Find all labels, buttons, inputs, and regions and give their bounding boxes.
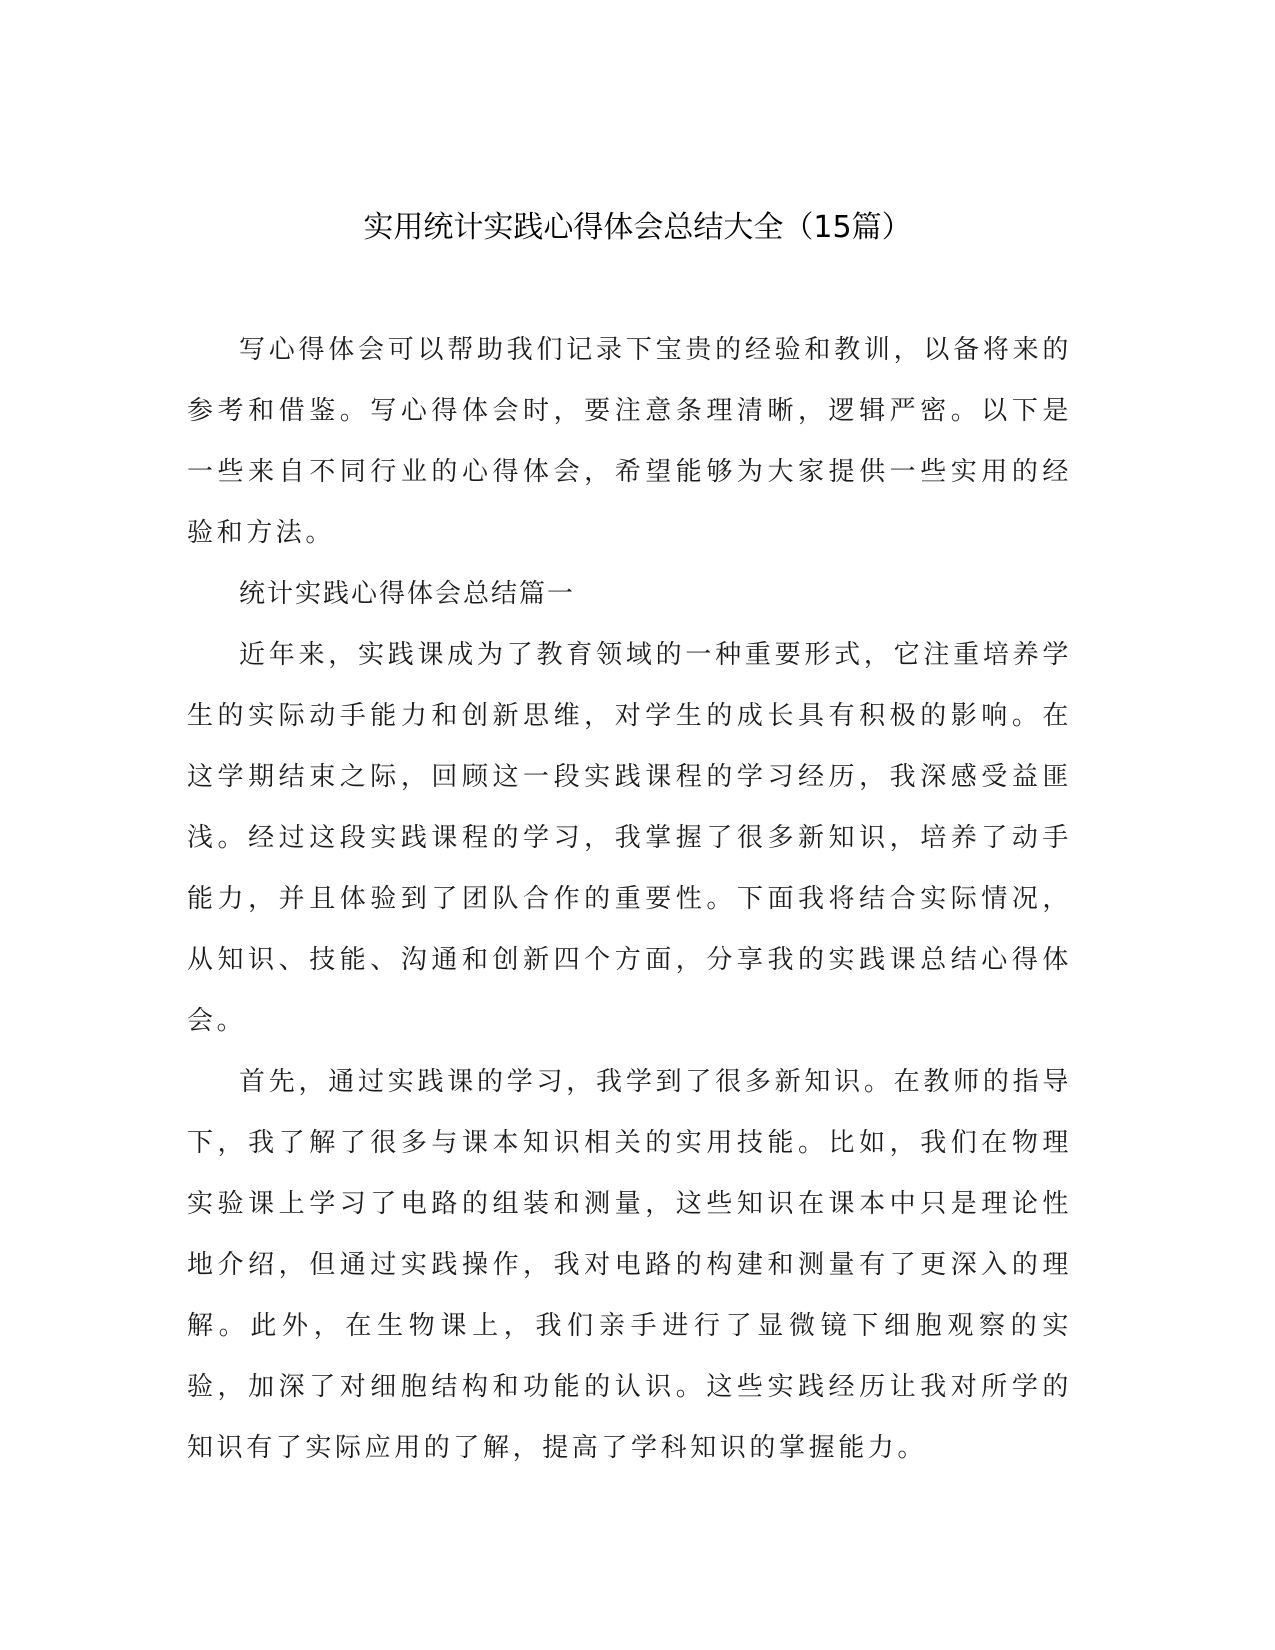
- section-heading: 统计实践心得体会总结篇一: [239, 579, 576, 609]
- document-title: 实用统计实践心得体会总结大全（15篇）: [363, 210, 912, 245]
- intro-paragraph: 写心得体会可以帮助我们记录下宝贵的经验和教训，以备将来的参考和借鉴。写心得体会时，要注意条理清晰，逻辑严密。以下是一些来自不同行业的心得体会，希望能够为大家提供一些实用的经验和方法。: [187, 335, 1072, 548]
- body-paragraph-1: 近年来，实践课成为了教育领域的一种重要形式，它注重培养学生的实际动手能力和创新思维，对学生的成长具有积极的影响。在这学期结束之际，回顾这一段实践课程的学习经历，我深感受益匪浅。经过这段实践课程的学习，我掌握了很多新知识，培养了动手能力，并且体验到了团队合作的重要性。下面我将结合实际情况，从知识、技能、沟通和创新四个方面，分享我的实践课总结心得体会。: [187, 640, 1072, 1036]
- document-body: [187, 320, 1072, 1479]
- body-paragraph-2: 首先，通过实践课的学习，我学到了很多新知识。在教师的指导下，我了解了很多与课本知识相关的实用技能。比如，我们在物理实验课上学习了电路的组装和测量，这些知识在课本中只是理论性地介绍，但通过实践操作，我对电路的构建和测量有了更深入的理解。此外，在生物课上，我们亲手进行了显微镜下细胞观察的实验，加深了对细胞结构和功能的认识。这些实践经历让我对所学的知识有了实际应用的了解，提高了学科知识的掌握能力。: [187, 1067, 1072, 1463]
